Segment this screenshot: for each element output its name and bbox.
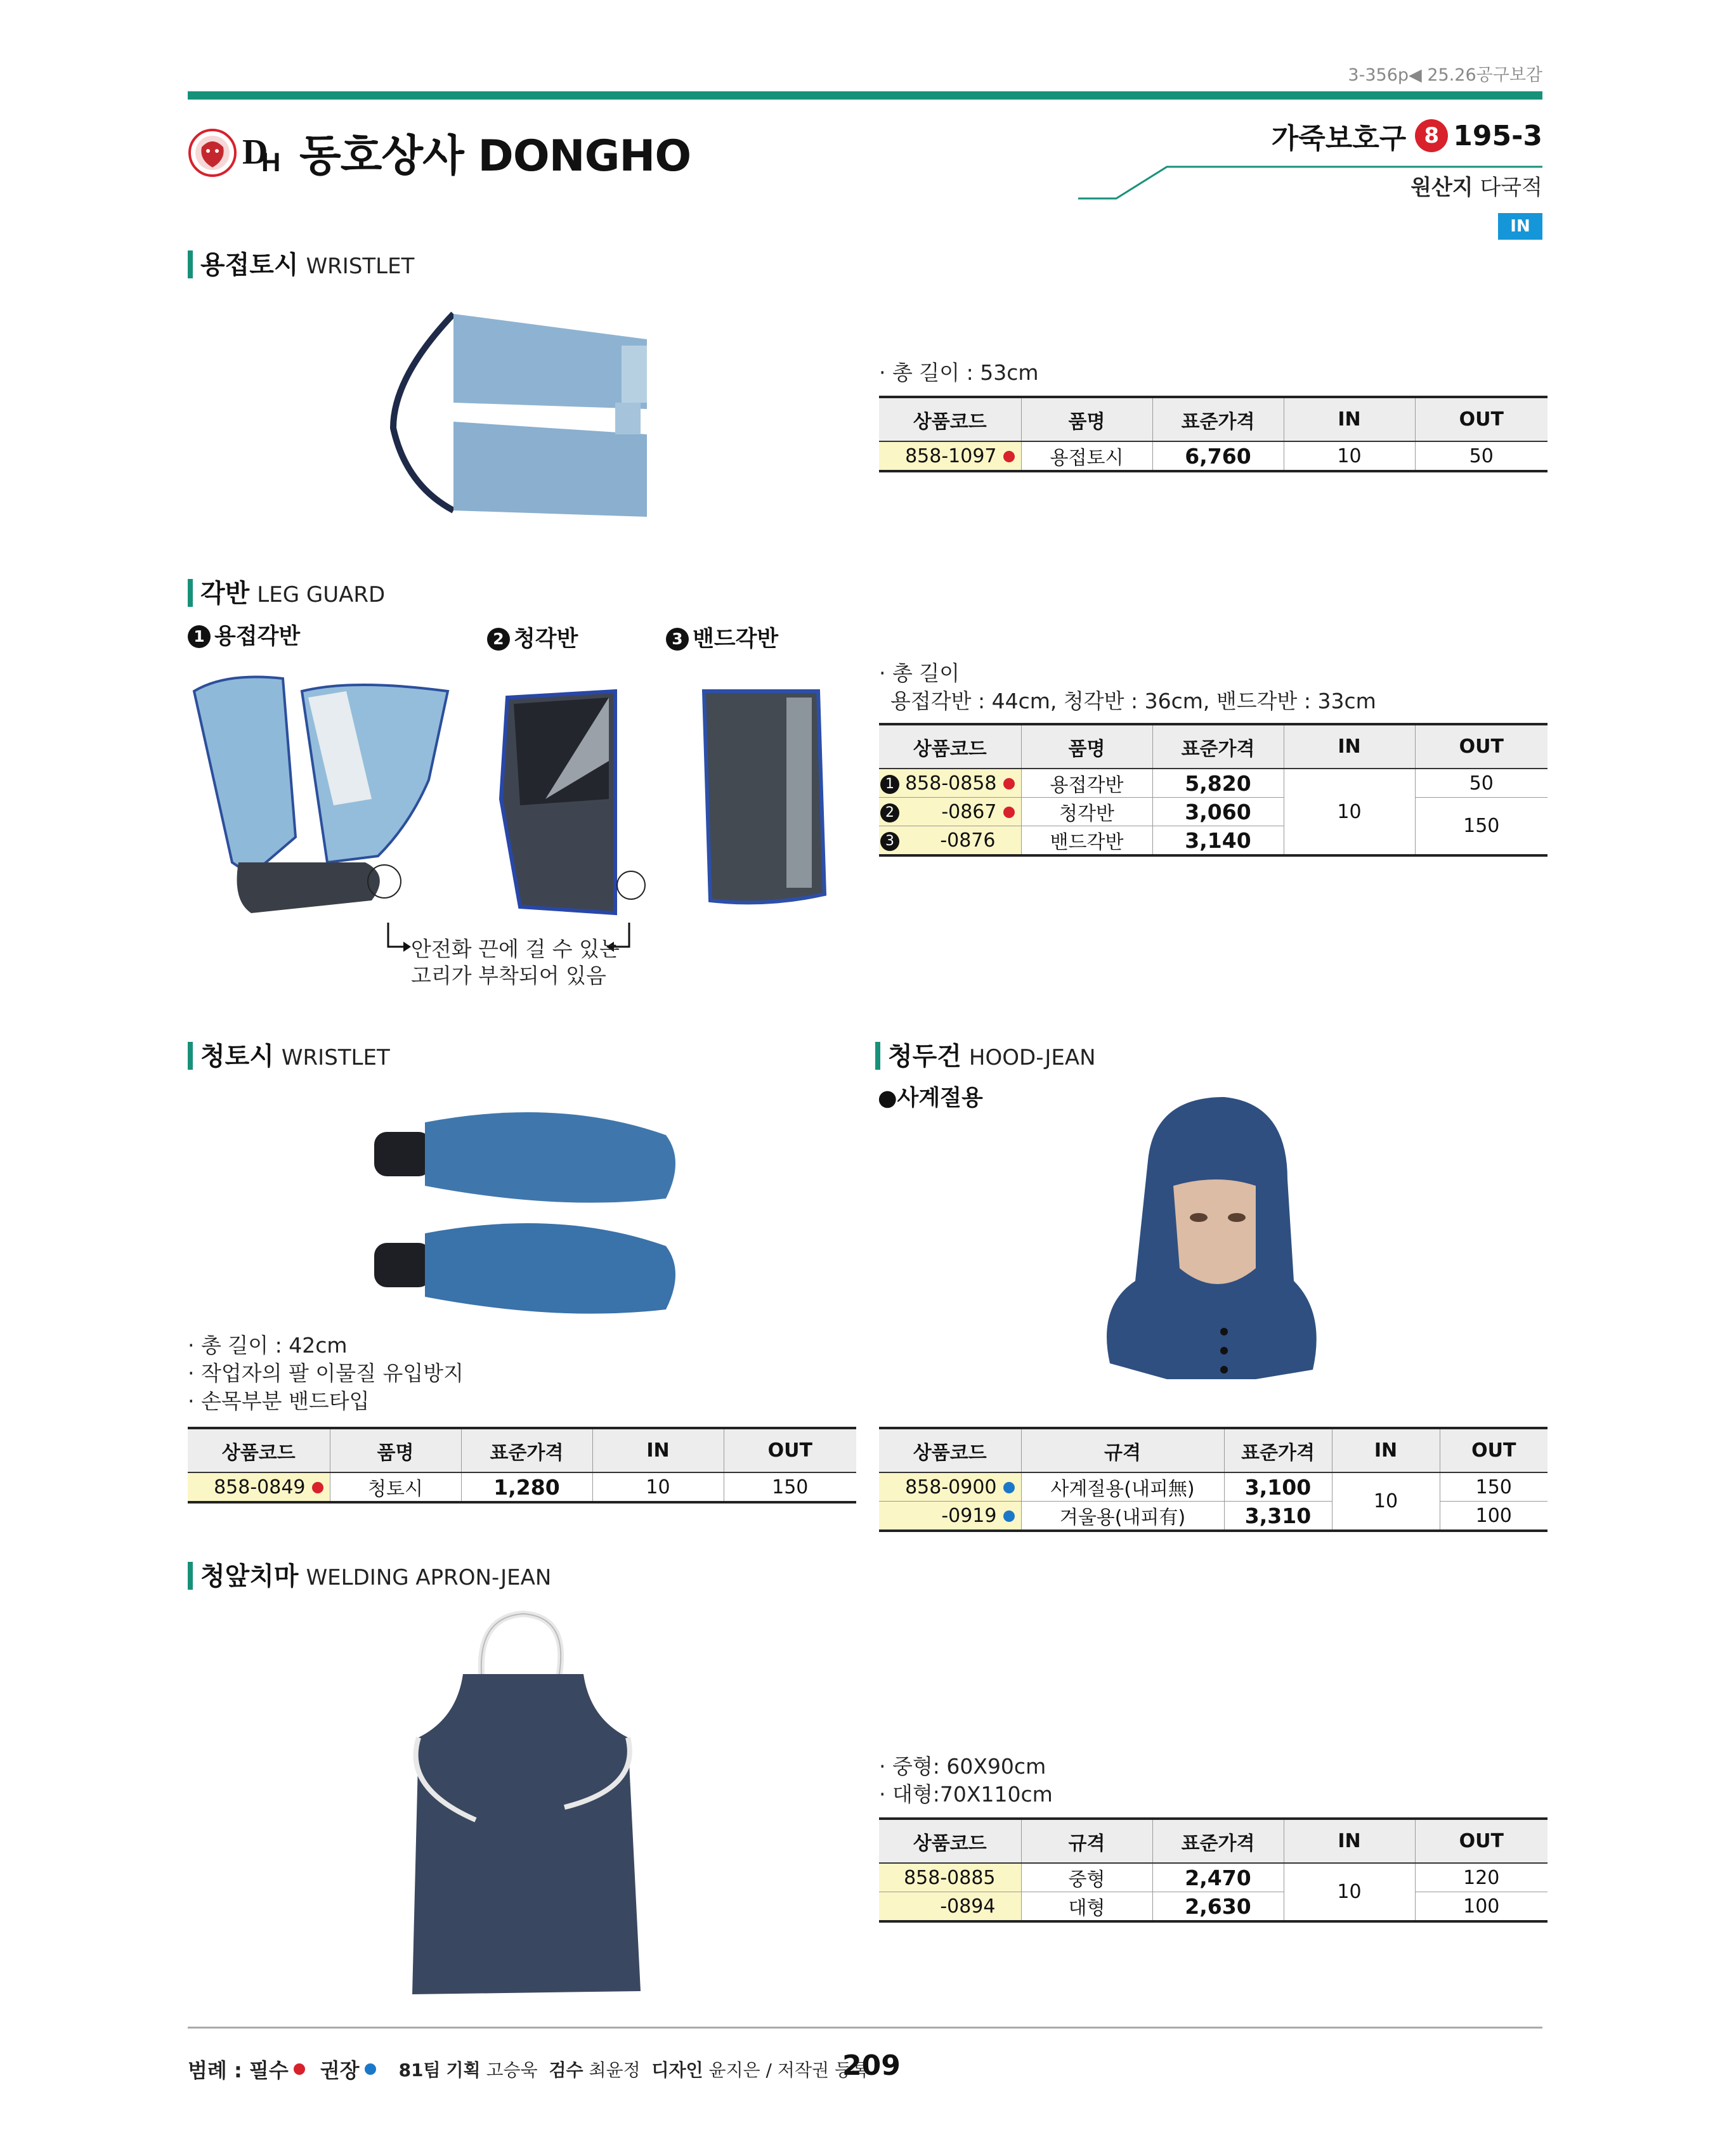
legguard-table: 상품코드 품명 표준가격 IN OUT 1 858-0858 용접각반 5,820 10 50 2 -0867 청각반 3,060 150 3 -0876 밴드각반 3,140 bbox=[879, 723, 1547, 857]
jean-wristlet-spec-3: · 손목부분 밴드타입 bbox=[188, 1389, 370, 1413]
apron-table: 상품코드 규격 표준가격 IN OUT 858-0885 중형 2,470 10 120 -0894 대형 2,630 100 bbox=[879, 1817, 1547, 1923]
recommended-dot-icon bbox=[1003, 1482, 1015, 1493]
jean-wristlet-table: 상품코드 품명 표준가격 IN OUT 858-0849 청토시 1,280 10 150 bbox=[188, 1427, 856, 1503]
table-row: 2 -0867 청각반 3,060 150 bbox=[879, 798, 1547, 826]
section-title-legguard: 각반 LEG GUARD bbox=[188, 573, 385, 609]
recommended-dot-icon bbox=[365, 2063, 376, 2075]
footer: 범례 : 필수 권장 81팀 기획 고승욱 검수 최윤정 디자인 윤지은 / 저작권 등록 bbox=[188, 2058, 870, 2082]
tiger-logo-icon bbox=[188, 128, 237, 178]
required-dot-icon bbox=[1003, 807, 1015, 818]
table-row: 858-1097 용접토시 6,760 10 50 bbox=[879, 441, 1547, 471]
wristlet-spec: · 총 길이 : 53cm bbox=[879, 360, 1039, 385]
table-row: 1 858-0858 용접각반 5,820 10 50 bbox=[879, 769, 1547, 798]
section-title-hood: 청두건 HOOD-JEAN bbox=[875, 1036, 1096, 1072]
table-row: -0919 겨울용(내피有) 3,310 100 bbox=[879, 1502, 1547, 1531]
legguard-spec-2: 용접각반 : 44cm, 청각반 : 36cm, 밴드각반 : 33cm bbox=[890, 689, 1376, 713]
table-row: 3 -0876 밴드각반 3,140 bbox=[879, 826, 1547, 856]
wristlet-table: 상품코드 품명 표준가격 IN OUT 858-1097 용접토시 6,760 10 50 bbox=[879, 396, 1547, 472]
legguard-item-3: 3 밴드각반 bbox=[666, 621, 778, 653]
legguard-item-2: 2 청각반 bbox=[487, 621, 578, 653]
legguard-spec-1: · 총 길이 bbox=[879, 661, 960, 685]
legguard-note-line1: 안전화 끈에 걸 수 있는 bbox=[411, 937, 620, 961]
apron-image bbox=[400, 1611, 653, 1997]
svg-text:H: H bbox=[261, 146, 281, 175]
brand-name: 동호상사 DONGHO bbox=[299, 131, 691, 181]
jean-wristlet-spec-2: · 작업자의 팔 이물질 유입방지 bbox=[188, 1361, 464, 1386]
hood-image bbox=[1097, 1091, 1326, 1389]
page-number: 209 bbox=[842, 2049, 901, 2082]
table-row: 858-0885 중형 2,470 10 120 bbox=[879, 1863, 1547, 1892]
welding-legguard-image bbox=[188, 672, 467, 926]
in-badge: IN bbox=[1498, 213, 1542, 240]
hood-season: ●사계절용 bbox=[878, 1086, 983, 1111]
footer-divider bbox=[188, 2027, 1542, 2029]
reference-text: 3-356p◀ 25.26공구보감 bbox=[1348, 65, 1542, 85]
origin: 원산지 다국적 bbox=[1411, 175, 1542, 200]
required-dot-icon bbox=[294, 2063, 305, 2075]
section-title-jean-wristlet: 청토시 WRISTLET bbox=[188, 1036, 390, 1072]
table-row: 858-0849 청토시 1,280 10 150 bbox=[188, 1472, 856, 1502]
table-row: 858-0900 사계절용(내피無) 3,100 10 150 bbox=[879, 1472, 1547, 1502]
category-title: 가죽보호구 8 195-3 bbox=[1271, 119, 1542, 155]
required-dot-icon bbox=[312, 1482, 323, 1493]
table-row: -0894 대형 2,630 100 bbox=[879, 1892, 1547, 1922]
band-legguard-image bbox=[698, 685, 837, 913]
apron-spec-2: · 대형:70X110cm bbox=[879, 1782, 1053, 1807]
legguard-note-line2: 고리가 부착되어 있음 bbox=[411, 963, 606, 988]
dh-logo-icon bbox=[242, 131, 287, 175]
recommended-dot-icon bbox=[1003, 1510, 1015, 1522]
legguard-item-1: 1 용접각반 bbox=[188, 619, 300, 651]
jean-wristlet-spec-1: · 총 길이 : 42cm bbox=[188, 1333, 348, 1358]
hood-table: 상품코드 규격 표준가격 IN OUT 858-0900 사계절용(내피無) 3,100 10 150 -0919 겨울용(내피有) 3,310 100 bbox=[879, 1427, 1547, 1532]
section-title-wristlet: 용접토시 WRISTLET bbox=[188, 245, 414, 281]
category-number-badge: 8 bbox=[1415, 119, 1448, 152]
required-dot-icon bbox=[1003, 778, 1015, 789]
jean-legguard-image bbox=[495, 685, 653, 926]
svg-text:D: D bbox=[242, 132, 268, 172]
apron-spec-1: · 중형: 60X90cm bbox=[879, 1754, 1046, 1779]
product-code: 858-1097 bbox=[879, 441, 1021, 471]
welding-wristlet-image bbox=[381, 308, 660, 529]
brand-logo bbox=[188, 122, 691, 183]
jean-wristlet-image bbox=[368, 1103, 685, 1325]
header-bar bbox=[188, 91, 1542, 100]
required-dot-icon bbox=[1003, 451, 1015, 462]
section-title-apron: 청앞치마 WELDING APRON-JEAN bbox=[188, 1556, 551, 1592]
